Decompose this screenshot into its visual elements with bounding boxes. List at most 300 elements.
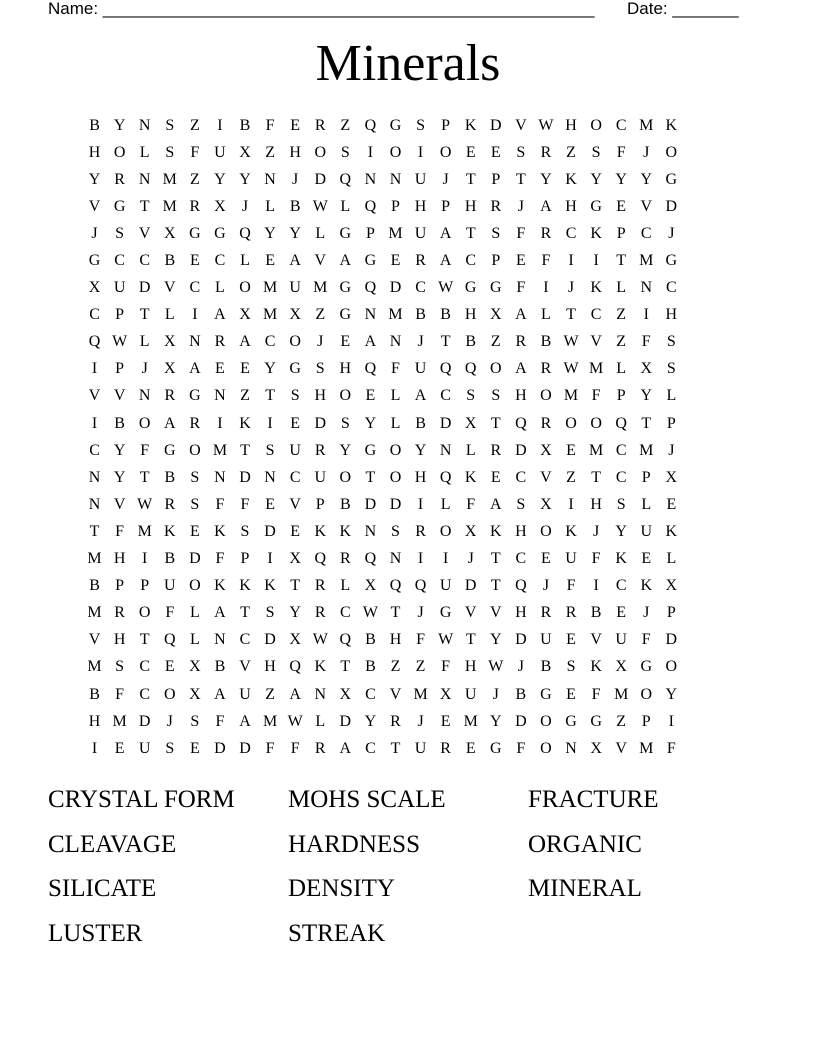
- grid-letter: C: [139, 685, 151, 703]
- grid-letter: U: [163, 577, 176, 595]
- word-bank-item: CRYSTAL FORM: [48, 786, 235, 814]
- grid-letter: C: [365, 685, 376, 703]
- grid-letter: I: [192, 306, 198, 324]
- grid-letter: K: [590, 279, 602, 297]
- grid-letter: X: [464, 522, 477, 540]
- grid-row: [82, 410, 734, 437]
- grid-letter: N: [364, 170, 377, 188]
- grid-letter: E: [616, 197, 627, 215]
- grid-letter: K: [464, 468, 477, 486]
- grid-letter: F: [190, 143, 200, 161]
- grid-letter: C: [89, 441, 100, 459]
- grid-letter: A: [364, 333, 377, 351]
- grid-letter: X: [163, 333, 176, 351]
- grid-letter: A: [214, 685, 226, 703]
- grid-letter: X: [239, 306, 251, 324]
- grid-letter: T: [465, 224, 476, 242]
- grid-letter: Z: [340, 116, 351, 134]
- grid-letter: Q: [464, 360, 477, 378]
- grid-letter: F: [666, 739, 676, 757]
- grid-letter: F: [516, 279, 526, 297]
- grid-letter: Y: [615, 170, 627, 188]
- grid-letter: X: [214, 197, 226, 215]
- grid-letter: Z: [566, 468, 576, 486]
- grid-letter: B: [540, 658, 552, 676]
- grid-letter: I: [267, 414, 273, 432]
- grid-letter: I: [91, 414, 98, 432]
- grid-letter: S: [165, 143, 175, 161]
- grid-letter: J: [417, 712, 424, 730]
- grid-letter: X: [163, 360, 176, 378]
- grid-letter: M: [388, 224, 403, 242]
- grid-letter: H: [590, 495, 602, 513]
- grid-letter: V: [88, 631, 101, 649]
- grid-letter: Q: [414, 577, 427, 595]
- grid-letter: L: [465, 441, 476, 459]
- grid-letter: O: [540, 712, 552, 730]
- grid-letter: E: [215, 360, 225, 378]
- grid-letter: S: [416, 116, 425, 134]
- grid-letter: F: [215, 550, 225, 568]
- grid-letter: F: [165, 604, 175, 622]
- grid-letter: Z: [189, 116, 200, 134]
- grid-letter: J: [643, 604, 650, 622]
- grid-letter: Y: [113, 441, 126, 459]
- grid-letter: E: [465, 143, 476, 161]
- grid-letter: A: [439, 224, 452, 242]
- grid-letter: T: [139, 468, 150, 486]
- grid-letter: C: [114, 252, 125, 270]
- grid-letter: N: [264, 170, 276, 188]
- grid-letter: I: [367, 143, 374, 161]
- grid-letter: E: [114, 739, 125, 757]
- grid-letter: S: [666, 333, 676, 351]
- grid-letter: L: [189, 631, 200, 649]
- grid-letter: Z: [265, 143, 275, 161]
- grid-letter: Q: [289, 658, 301, 676]
- grid-letter: M: [639, 252, 654, 270]
- grid-row: [82, 708, 734, 735]
- grid-letter: S: [265, 441, 275, 459]
- grid-letter: L: [189, 604, 200, 622]
- grid-letter: L: [390, 387, 401, 405]
- grid-letter: F: [416, 631, 425, 649]
- grid-letter: N: [138, 387, 151, 405]
- grid-letter: K: [590, 658, 602, 676]
- grid-letter: K: [665, 116, 678, 134]
- grid-letter: X: [665, 468, 678, 486]
- grid-letter: T: [365, 468, 376, 486]
- grid-letter: N: [364, 522, 377, 540]
- grid-letter: X: [490, 306, 502, 324]
- grid-letter: E: [490, 143, 501, 161]
- grid-row: [82, 437, 734, 464]
- grid-letter: T: [139, 197, 150, 215]
- grid-letter: L: [616, 279, 627, 297]
- grid-letter: U: [289, 279, 301, 297]
- grid-letter: D: [138, 279, 151, 297]
- grid-letter: U: [439, 577, 452, 595]
- grid-letter: W: [287, 712, 303, 730]
- word-bank-item: MINERAL: [528, 875, 642, 903]
- grid-letter: A: [289, 252, 301, 270]
- grid-letter: G: [540, 685, 552, 703]
- word-bank: [48, 778, 768, 956]
- word-bank-item: HARDNESS: [288, 830, 420, 858]
- grid-letter: F: [591, 387, 601, 405]
- grid-letter: N: [189, 333, 201, 351]
- grid-row: [82, 193, 734, 220]
- grid-letter: C: [515, 550, 527, 568]
- grid-letter: Y: [113, 468, 126, 486]
- grid-letter: M: [563, 387, 579, 405]
- grid-letter: U: [540, 631, 552, 649]
- grid-letter: T: [490, 550, 501, 568]
- grid-letter: J: [668, 441, 675, 459]
- grid-letter: U: [314, 468, 327, 486]
- grid-letter: J: [517, 197, 524, 215]
- grid-letter: G: [590, 197, 602, 215]
- grid-letter: S: [466, 387, 476, 405]
- grid-letter: R: [390, 712, 401, 730]
- grid-letter: M: [639, 739, 654, 757]
- grid-letter: F: [140, 441, 150, 459]
- grid-letter: B: [415, 414, 426, 432]
- grid-letter: Y: [264, 224, 276, 242]
- grid-letter: E: [616, 604, 627, 622]
- grid-letter: O: [239, 279, 251, 297]
- grid-letter: K: [264, 577, 276, 595]
- grid-letter: A: [214, 604, 226, 622]
- grid-letter: X: [289, 550, 301, 568]
- grid-letter: W: [438, 279, 454, 297]
- grid-letter: S: [240, 522, 250, 540]
- grid-letter: R: [490, 441, 502, 459]
- grid-letter: C: [666, 279, 677, 297]
- grid-letter: G: [189, 387, 201, 405]
- grid-letter: C: [515, 468, 527, 486]
- grid-letter: M: [112, 712, 127, 730]
- grid-letter: H: [88, 143, 101, 161]
- grid-letter: W: [137, 495, 153, 513]
- grid-letter: X: [439, 685, 452, 703]
- grid-letter: V: [389, 685, 402, 703]
- grid-letter: N: [88, 468, 101, 486]
- grid-letter: Q: [364, 116, 377, 134]
- grid-letter: G: [339, 279, 352, 297]
- grid-letter: U: [414, 360, 427, 378]
- grid-letter: Q: [339, 631, 352, 649]
- grid-letter: K: [565, 522, 577, 540]
- grid-letter: J: [467, 550, 474, 568]
- grid-letter: G: [665, 170, 678, 188]
- grid-letter: H: [113, 550, 126, 568]
- grid-letter: B: [239, 116, 251, 134]
- grid-letter: O: [590, 116, 602, 134]
- grid-letter: S: [491, 224, 501, 242]
- grid-letter: M: [313, 279, 328, 297]
- word-bank-row: [48, 867, 768, 912]
- grid-letter: V: [540, 468, 552, 486]
- grid-letter: Y: [289, 224, 301, 242]
- grid-letter: F: [441, 658, 451, 676]
- grid-letter: A: [239, 712, 251, 730]
- grid-letter: M: [262, 279, 278, 297]
- grid-letter: V: [113, 495, 126, 513]
- grid-row: [82, 247, 734, 274]
- grid-letter: Y: [590, 170, 602, 188]
- grid-letter: B: [289, 197, 301, 215]
- grid-letter: J: [292, 170, 299, 188]
- grid-letter: L: [315, 224, 326, 242]
- grid-letter: O: [640, 685, 653, 703]
- grid-letter: M: [588, 441, 604, 459]
- grid-letter: M: [87, 550, 102, 568]
- grid-letter: X: [540, 495, 552, 513]
- grid-letter: N: [389, 550, 402, 568]
- grid-letter: R: [440, 739, 451, 757]
- grid-letter: N: [88, 495, 101, 513]
- grid-letter: H: [389, 631, 402, 649]
- grid-letter: U: [414, 224, 427, 242]
- grid-letter: Y: [214, 170, 226, 188]
- date-field-label: Date: _______: [627, 0, 739, 18]
- grid-row: [82, 681, 734, 708]
- grid-letter: O: [389, 468, 402, 486]
- grid-letter: Y: [414, 441, 427, 459]
- grid-letter: N: [264, 468, 276, 486]
- grid-letter: G: [364, 441, 377, 459]
- grid-letter: K: [615, 550, 627, 568]
- grid-letter: Q: [389, 577, 402, 595]
- grid-letter: C: [465, 252, 477, 270]
- grid-letter: T: [139, 306, 150, 324]
- grid-letter: T: [240, 441, 250, 459]
- grid-letter: K: [590, 224, 602, 242]
- grid-letter: I: [267, 550, 273, 568]
- grid-letter: H: [515, 387, 527, 405]
- grid-letter: Q: [515, 414, 527, 432]
- grid-letter: C: [139, 658, 151, 676]
- grid-letter: O: [389, 441, 402, 459]
- grid-letter: U: [615, 631, 627, 649]
- grid-letter: B: [365, 631, 376, 649]
- grid-letter: J: [91, 224, 98, 242]
- grid-letter: I: [442, 550, 449, 568]
- word-bank-row: [48, 778, 768, 823]
- grid-letter: P: [365, 224, 375, 242]
- grid-letter: A: [214, 306, 226, 324]
- grid-letter: R: [214, 333, 226, 351]
- grid-letter: B: [465, 333, 477, 351]
- grid-letter: F: [541, 252, 551, 270]
- grid-letter: E: [164, 658, 175, 676]
- grid-letter: X: [640, 360, 653, 378]
- grid-letter: O: [439, 522, 452, 540]
- grid-letter: R: [314, 739, 326, 757]
- word-bank-item: MOHS SCALE: [288, 786, 446, 814]
- grid-letter: T: [641, 414, 652, 432]
- name-field-label: Name: ____________________________________________________: [48, 0, 595, 18]
- grid-letter: J: [166, 712, 173, 730]
- grid-letter: R: [490, 197, 502, 215]
- grid-letter: S: [165, 116, 175, 134]
- grid-letter: E: [189, 252, 200, 270]
- grid-letter: F: [616, 143, 626, 161]
- grid-letter: O: [665, 143, 678, 161]
- page-title: Minerals: [315, 35, 501, 92]
- grid-letter: S: [491, 387, 501, 405]
- grid-letter: O: [113, 143, 126, 161]
- grid-letter: D: [439, 414, 452, 432]
- grid-letter: L: [340, 577, 351, 595]
- grid-letter: C: [339, 604, 351, 622]
- grid-letter: K: [464, 116, 477, 134]
- grid-letter: F: [265, 116, 275, 134]
- grid-letter: R: [540, 414, 552, 432]
- grid-letter: E: [440, 712, 451, 730]
- grid-letter: G: [339, 306, 352, 324]
- grid-letter: K: [314, 522, 327, 540]
- grid-letter: Y: [640, 170, 653, 188]
- grid-letter: L: [315, 712, 326, 730]
- grid-letter: N: [565, 739, 577, 757]
- grid-letter: C: [139, 252, 151, 270]
- grid-letter: J: [668, 224, 675, 242]
- grid-letter: D: [515, 712, 527, 730]
- grid-letter: M: [588, 360, 604, 378]
- grid-letter: R: [540, 224, 552, 242]
- grid-letter: K: [314, 658, 327, 676]
- grid-letter: Q: [88, 333, 101, 351]
- grid-letter: X: [615, 658, 627, 676]
- grid-letter: D: [665, 631, 678, 649]
- grid-letter: B: [114, 414, 125, 432]
- grid-letter: O: [138, 604, 151, 622]
- grid-letter: D: [665, 197, 678, 215]
- grid-letter: M: [262, 712, 278, 730]
- grid-letter: M: [413, 685, 428, 703]
- grid-letter: X: [339, 685, 352, 703]
- grid-letter: D: [339, 712, 352, 730]
- grid-letter: Y: [289, 604, 301, 622]
- grid-letter: V: [314, 252, 327, 270]
- word-bank-item: ORGANIC: [528, 830, 642, 858]
- grid-letter: O: [590, 414, 602, 432]
- grid-letter: W: [488, 658, 504, 676]
- grid-letter: K: [239, 577, 251, 595]
- grid-letter: K: [640, 577, 653, 595]
- grid-letter: F: [516, 224, 526, 242]
- grid-letter: R: [314, 116, 326, 134]
- grid-letter: R: [114, 604, 125, 622]
- grid-letter: P: [641, 468, 651, 486]
- grid-letter: T: [616, 252, 627, 270]
- grid-letter: R: [314, 604, 326, 622]
- grid-letter: X: [163, 224, 176, 242]
- grid-letter: Z: [566, 143, 576, 161]
- grid-letter: Y: [490, 631, 502, 649]
- grid-letter: S: [516, 495, 526, 513]
- grid-letter: U: [565, 550, 577, 568]
- grid-letter: N: [389, 333, 402, 351]
- grid-letter: R: [540, 360, 552, 378]
- grid-letter: P: [641, 712, 651, 730]
- grid-letter: V: [515, 116, 527, 134]
- grid-letter: T: [240, 604, 250, 622]
- grid-letter: G: [565, 712, 577, 730]
- grid-letter: C: [89, 306, 100, 324]
- grid-letter: A: [163, 414, 176, 432]
- grid-letter: K: [665, 522, 678, 540]
- grid-letter: H: [464, 658, 477, 676]
- grid-letter: J: [442, 170, 449, 188]
- grid-letter: C: [239, 631, 251, 649]
- grid-letter: P: [115, 577, 125, 595]
- grid-letter: R: [540, 143, 552, 161]
- grid-letter: F: [516, 739, 526, 757]
- grid-letter: D: [515, 631, 527, 649]
- grid-letter: O: [289, 333, 301, 351]
- grid-letter: C: [365, 739, 376, 757]
- grid-letter: P: [115, 360, 125, 378]
- grid-letter: W: [563, 360, 579, 378]
- grid-letter: D: [239, 739, 251, 757]
- grid-letter: Y: [264, 360, 276, 378]
- grid-letter: G: [364, 252, 377, 270]
- grid-letter: H: [264, 658, 276, 676]
- grid-letter: D: [239, 468, 251, 486]
- grid-letter: F: [591, 550, 601, 568]
- grid-letter: S: [265, 604, 275, 622]
- grid-letter: A: [339, 739, 352, 757]
- grid-letter: I: [142, 550, 148, 568]
- grid-letter: R: [540, 604, 552, 622]
- grid-letter: Z: [616, 712, 627, 730]
- grid-letter: L: [616, 360, 627, 378]
- grid-letter: J: [542, 577, 550, 595]
- grid-letter: Y: [665, 685, 678, 703]
- grid-letter: Z: [265, 685, 275, 703]
- grid-row: [82, 573, 734, 600]
- grid-letter: Z: [390, 658, 401, 676]
- grid-letter: P: [115, 306, 125, 324]
- grid-letter: T: [515, 170, 526, 188]
- grid-letter: O: [189, 441, 201, 459]
- grid-letter: G: [389, 116, 402, 134]
- word-bank-item: DENSITY: [288, 875, 395, 903]
- grid-letter: I: [217, 116, 223, 134]
- grid-row: [82, 491, 734, 518]
- grid-letter: E: [290, 522, 301, 540]
- grid-letter: Y: [364, 414, 377, 432]
- grid-letter: E: [666, 495, 677, 513]
- grid-letter: E: [265, 252, 275, 270]
- grid-letter: F: [240, 495, 250, 513]
- grid-letter: S: [115, 224, 125, 242]
- grid-letter: V: [590, 631, 602, 649]
- grid-letter: E: [566, 441, 576, 459]
- grid-letter: K: [239, 414, 251, 432]
- grid-row: [82, 275, 734, 302]
- grid-letter: R: [114, 170, 125, 188]
- grid-letter: E: [515, 252, 526, 270]
- grid-row: [82, 220, 734, 247]
- grid-letter: Y: [113, 116, 126, 134]
- grid-letter: B: [365, 658, 376, 676]
- grid-row: [82, 546, 734, 573]
- grid-letter: R: [415, 252, 426, 270]
